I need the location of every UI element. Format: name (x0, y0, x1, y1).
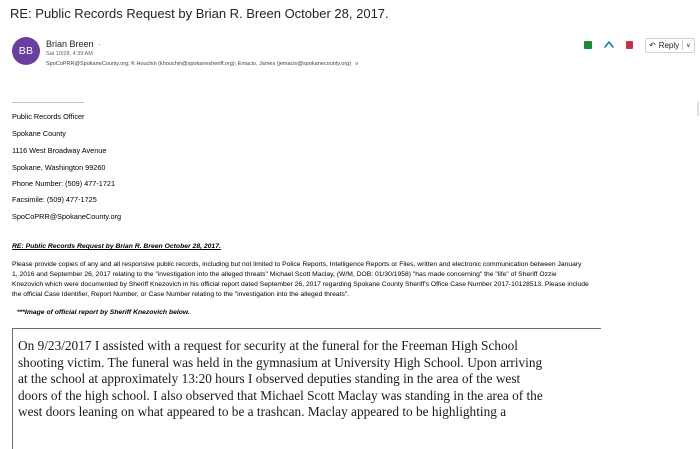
re-heading: RE: Public Records Request by Brian R. Breen October 28, 2017. (12, 243, 221, 250)
sender-avatar[interactable]: BB (12, 37, 40, 65)
message-actions (584, 38, 695, 52)
sent-date: Sat 10/28, 4:39 AM (46, 51, 93, 57)
expand-recipients-icon[interactable]: ∨ (354, 61, 359, 67)
forward-icon[interactable] (604, 40, 614, 48)
scrollbar-thumb[interactable] (697, 102, 699, 116)
paragraph-line: Knezovich which were documented by Sheriff Knezovich in his official report dated September 26, 2017 regarding Spokane County Sheriff's Office Case Number 2017-10128513. Please include (12, 281, 589, 288)
report-line: shooting victim. The funeral was held in the gymnasium at University High School. Upon arriving (18, 354, 543, 370)
sender-header (46, 39, 101, 49)
address-line-officer: Public Records Officer (12, 112, 85, 121)
recipients-list[interactable]: SpoCoPRR@SpokaneCounty.org; K Houchin (khouchin@spokanesheriff.org); Emacio, James (jemacio@spokanecounty.org) (46, 61, 352, 67)
signature-divider (12, 102, 84, 103)
paragraph-line: 1, 2016 and September 26, 2017 relating to the "investigation into the alleged threats" Michael Scott Maclay, (W/M, DOB: 01/30/1958) "has made concerning" the "life" of Sheriff Ozzie (12, 271, 557, 278)
report-line: west doors leaning on what appeared to be a trashcan. Maclay appeared to be highlighting a (18, 404, 507, 419)
add-in-icon[interactable] (584, 41, 592, 49)
reply-dropdown-icon[interactable]: ∨ (686, 42, 691, 49)
sender-name[interactable]: Brian Breen (46, 39, 94, 49)
image-note: ***Image of official report by Sheriff Knezovich below. (17, 309, 190, 316)
email-subject: RE: Public Records Request by Brian R. Breen October 28, 2017. (10, 6, 389, 21)
request-paragraph (12, 260, 692, 300)
presence-dot: · (98, 39, 102, 49)
report-icon[interactable] (626, 41, 633, 49)
recipients-line (46, 61, 359, 67)
address-line-county: Spokane County (12, 129, 66, 138)
report-line: at the school at approximately 13:20 hours I observed deputies standing in the area of the west (18, 371, 521, 386)
paragraph-line: Please provide copies of any and all responsive public records, including but not limited to Police Reports, Intelligence Reports or Files, written and electronic communication between January (12, 261, 582, 268)
report-line: doors of the high school. I also observed that Michael Scott Maclay was standing in the area of the (18, 387, 543, 403)
reply-label: Reply (658, 40, 680, 50)
report-line: On 9/23/2017 I assisted with a request for security at the funeral for the Freeman High School (18, 338, 518, 353)
report-image (18, 338, 598, 421)
address-line-street: 1116 West Broadway Avenue (12, 146, 107, 155)
address-line-fax: Facsimile: (509) 477-1725 (12, 195, 97, 204)
reply-divider (682, 40, 683, 50)
address-line-phone: Phone Number: (509) 477-1721 (12, 179, 116, 188)
address-line-email[interactable]: SpoCoPRR@SpokaneCounty.org (12, 212, 122, 221)
reply-arrow-icon: ↶ (649, 40, 656, 50)
paragraph-line: the official Case Identifier, Report Number, or Case Number relating to the "investigation into the alleged threats". (12, 291, 350, 298)
address-line-city: Spokane, Washington 99260 (12, 163, 106, 172)
reply-button[interactable] (645, 38, 695, 53)
